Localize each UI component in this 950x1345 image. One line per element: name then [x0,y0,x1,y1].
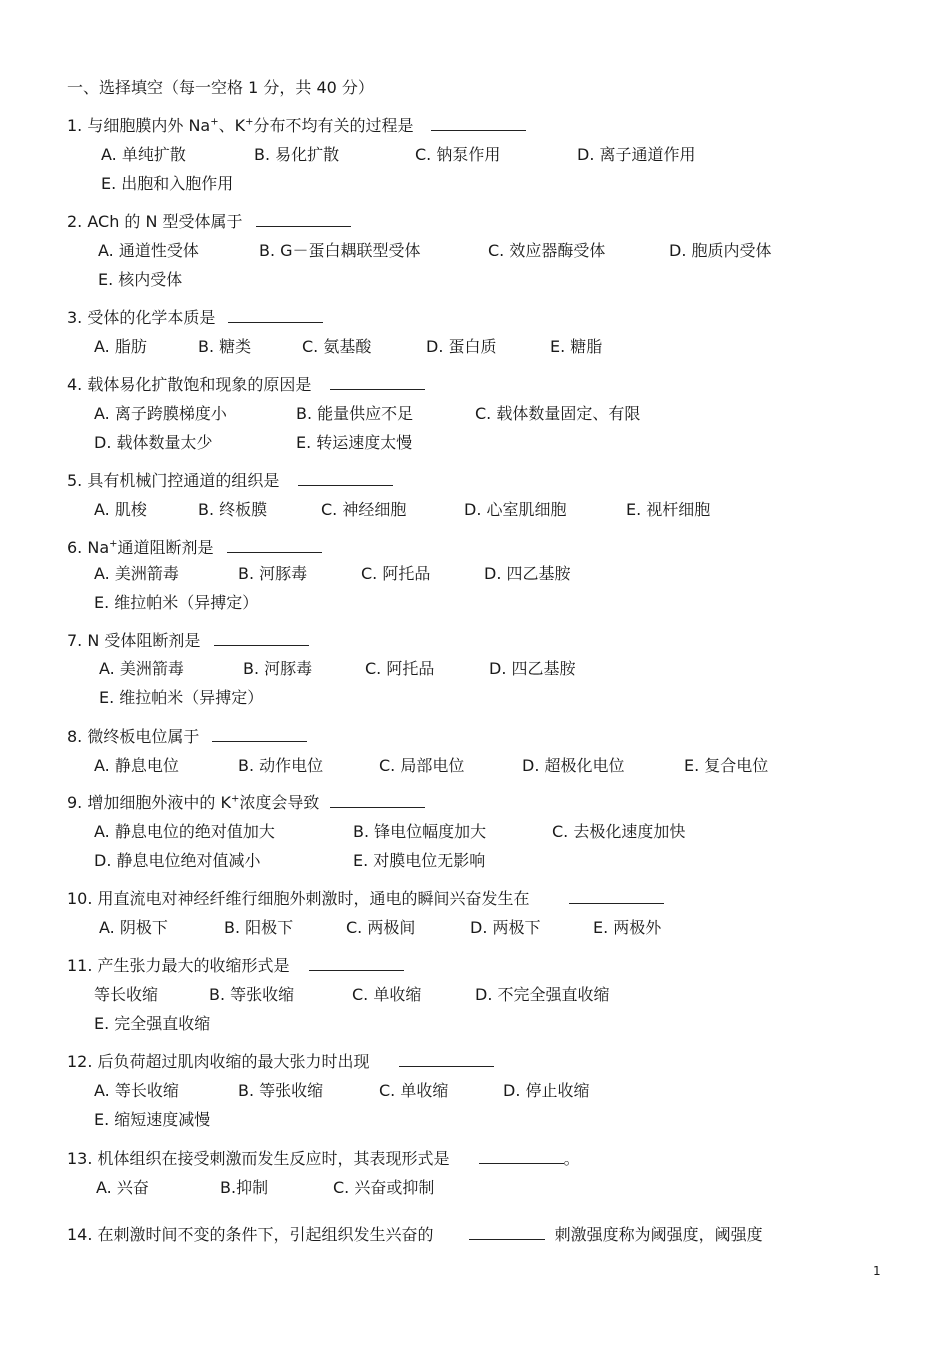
question-2-stem: 2. ACh 的 N 型受体属于 [67,212,351,232]
section-title: 一、选择填空（每一空格 1 分，共 40 分） [67,78,374,97]
option-a: A. 阴极下 [99,918,168,937]
question-1-stem: 1. 与细胞膜内外 Na+、K+分布不均有关的过程是 [67,116,526,136]
option-e: E. 糖脂 [550,337,603,356]
option-d: D. 胞质内受体 [669,241,772,260]
option-d: D. 离子通道作用 [577,145,696,164]
option-e: E. 两极外 [593,918,662,937]
option-a: A. 离子跨膜梯度小 [94,404,227,423]
option-c: C. 去极化速度加快 [552,822,686,841]
option-b: B. 易化扩散 [254,145,340,164]
option-d: D. 停止收缩 [503,1081,590,1100]
option-e: E. 维拉帕米（异搏定） [99,688,264,707]
answer-blank[interactable] [330,375,425,390]
question-7-stem: 7. N 受体阻断剂是 [67,631,309,651]
option-b: B. 糖类 [198,337,252,356]
option-b: B. 等张收缩 [209,985,295,1004]
option-e: E. 核内受体 [98,270,183,289]
option-a: A. 静息电位 [94,756,179,775]
answer-blank[interactable] [469,1225,545,1240]
option-b: B. 锋电位幅度加大 [353,822,487,841]
answer-blank[interactable] [399,1052,494,1067]
option-c: C. 神经细胞 [321,500,407,519]
option-c: C. 氨基酸 [302,337,372,356]
option-a: A. 美洲箭毒 [99,659,184,678]
answer-blank[interactable] [298,471,393,486]
answer-blank[interactable] [228,308,323,323]
option-e: E. 视杆细胞 [626,500,711,519]
option-c: C. 单收缩 [379,1081,449,1100]
option-e: E. 对膜电位无影响 [353,851,486,870]
option-d: D. 不完全强直收缩 [475,985,610,1004]
option-c: C. 两极间 [346,918,416,937]
question-4-stem: 4. 载体易化扩散饱和现象的原因是 [67,375,425,395]
answer-blank[interactable] [569,889,664,904]
option-d: D. 蛋白质 [426,337,497,356]
option-c: C. 阿托品 [365,659,435,678]
answer-blank[interactable] [431,116,526,131]
option-b: B. G－蛋白耦联型受体 [259,241,421,260]
option-e: E. 复合电位 [684,756,769,775]
option-e: E. 维拉帕米（异搏定） [94,593,259,612]
option-c: C. 阿托品 [361,564,431,583]
option-a: A. 美洲箭毒 [94,564,179,583]
option-a: A. 肌梭 [94,500,147,519]
option-c: C. 单收缩 [352,985,422,1004]
question-13-stem: 13. 机体组织在接受刺激而发生反应时，其表现形式是 。 [67,1149,580,1168]
option-b: B.抑制 [220,1178,269,1197]
option-a: A. 静息电位的绝对值加大 [94,822,275,841]
option-a: A. 单纯扩散 [101,145,186,164]
option-c: C. 钠泵作用 [415,145,501,164]
answer-blank[interactable] [214,631,309,646]
option-b: B. 河豚毒 [238,564,308,583]
option-c: C. 兴奋或抑制 [333,1178,435,1197]
option-d: D. 静息电位绝对值减小 [94,851,261,870]
question-9-stem: 9. 增加细胞外液中的 K+浓度会导致 [67,793,425,813]
question-8-stem: 8. 微终板电位属于 [67,727,307,747]
question-6-stem: 6. Na+通道阻断剂是 [67,538,322,558]
question-3-stem: 3. 受体的化学本质是 [67,308,323,328]
option-a: A. 等长收缩 [94,1081,179,1100]
option-c: C. 效应器酶受体 [488,241,606,260]
question-11-stem: 11. 产生张力最大的收缩形式是 [67,956,404,976]
option-d: D. 心室肌细胞 [464,500,567,519]
answer-blank[interactable] [309,956,404,971]
option-a: A. 兴奋 [96,1178,149,1197]
option-a: A. 脂肪 [94,337,147,356]
option-a: A. 通道性受体 [98,241,199,260]
question-12-stem: 12. 后负荷超过肌肉收缩的最大张力时出现 [67,1052,494,1072]
option-d: D. 载体数量太少 [94,433,213,452]
option-e: E. 出胞和入胞作用 [101,174,234,193]
question-5-stem: 5. 具有机械门控通道的组织是 [67,471,393,491]
option-e: E. 缩短速度减慢 [94,1110,211,1129]
question-14-stem: 14. 在刺激时间不变的条件下，引起组织发生兴奋的 刺激强度称为阈强度，阈强度 [67,1225,763,1244]
option-b: B. 终板膜 [198,500,268,519]
option-c: C. 载体数量固定、有限 [475,404,641,423]
answer-blank[interactable] [212,727,307,742]
option-e: E. 转运速度太慢 [296,433,413,452]
answer-blank[interactable] [330,793,425,808]
option-d: D. 两极下 [470,918,541,937]
option-b: B. 动作电位 [238,756,324,775]
page-number: 1 [873,1264,881,1278]
option-d: D. 超极化电位 [522,756,625,775]
answer-blank[interactable] [227,538,322,553]
option-b: B. 河豚毒 [243,659,313,678]
option-d: D. 四乙基胺 [484,564,571,583]
question-10-stem: 10. 用直流电对神经纤维行细胞外刺激时，通电的瞬间兴奋发生在 [67,889,664,909]
option-b: B. 能量供应不足 [296,404,414,423]
option-a: 等长收缩 [94,985,159,1004]
option-e: E. 完全强直收缩 [94,1014,211,1033]
option-d: D. 四乙基胺 [489,659,576,678]
option-b: B. 阳极下 [224,918,294,937]
option-c: C. 局部电位 [379,756,465,775]
option-b: B. 等张收缩 [238,1081,324,1100]
answer-blank[interactable] [479,1149,564,1164]
answer-blank[interactable] [256,212,351,227]
